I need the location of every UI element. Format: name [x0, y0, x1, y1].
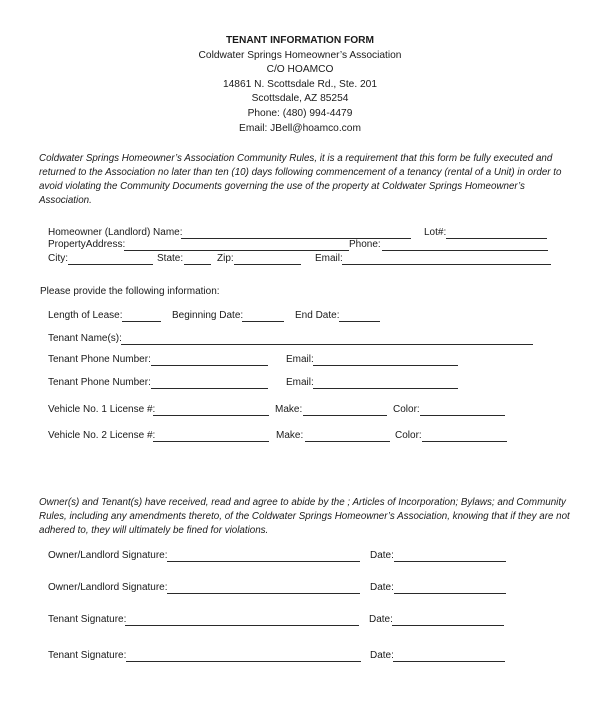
- tenant-signature-row-1: [0, 613, 600, 627]
- city-row: [0, 252, 600, 266]
- zip-field[interactable]: [234, 264, 301, 265]
- vehicle-1-make-label: Make:: [275, 404, 303, 415]
- city-label: City:: [48, 253, 68, 264]
- vehicle-2-license-label: Vehicle No. 2 License #:: [48, 430, 156, 441]
- owner-signature-2-label: Owner/Landlord Signature:: [48, 582, 168, 593]
- beginning-date-label: Beginning Date:: [172, 310, 244, 321]
- tenant-signature-2-label: Tenant Signature:: [48, 650, 127, 661]
- vehicle-2-color-field[interactable]: [422, 441, 507, 442]
- tenant-phone-1-label: Tenant Phone Number:: [48, 354, 151, 365]
- vehicle-1-row: [0, 403, 600, 417]
- zip-label: Zip:: [217, 253, 234, 264]
- tenant-signature-row-2: [0, 649, 600, 663]
- tenant-phone-1-field[interactable]: [151, 365, 268, 366]
- tenant-date-2-label: Date:: [370, 650, 394, 661]
- vehicle-1-license-label: Vehicle No. 1 License #:: [48, 404, 156, 415]
- tenant-names-field[interactable]: [121, 344, 533, 345]
- tenant-phone-2-field[interactable]: [151, 388, 268, 389]
- owner-email-field[interactable]: [342, 264, 551, 265]
- lease-length-field[interactable]: [122, 321, 161, 322]
- info-prompt: Please provide the following information:: [40, 286, 220, 297]
- form-header: [0, 34, 600, 136]
- intro-paragraph: Coldwater Springs Homeowner’s Association Community Rules, it is a requirement that this form be fully executed and returned to the Association no later than ten (10) days following commencement of a tenancy (rental of a Unit) in order to avoid violating the Community Documents governing the use of the property at Coldwater Springs Homeowner’s Association.: [39, 153, 562, 206]
- city-state-zip: Scottsdale, AZ 85254: [251, 93, 349, 105]
- end-date-field[interactable]: [339, 321, 380, 322]
- owner-name-label: Homeowner (Landlord) Name:: [48, 227, 183, 238]
- tenant-phone-row-1: [0, 353, 600, 367]
- acknowledgement-paragraph: Owner(s) and Tenant(s) have received, read and agree to abide by the ; Articles of Incorporation; Bylaws; and Community Rules, including any amendments thereto, of the Coldwater Springs Homeowner’s Association, knowing that if they are not adhered to, they will ultimately be fined for violations.: [39, 497, 570, 536]
- tenant-email-1-label: Email:: [286, 354, 314, 365]
- owner-email-label: Email:: [315, 253, 343, 264]
- street-address: 14861 N. Scottsdale Rd., Ste. 201: [222, 78, 378, 90]
- owner-signature-row-2: [0, 581, 600, 595]
- state-field[interactable]: [184, 264, 211, 265]
- city-field[interactable]: [68, 264, 153, 265]
- state-label: State:: [157, 253, 184, 264]
- contact-email: Email: JBell@hoamco.com: [239, 122, 361, 134]
- lease-length-label: Length of Lease:: [48, 310, 123, 321]
- owner-signature-row-1: [0, 549, 600, 563]
- owner-signature-1-field[interactable]: [167, 561, 360, 562]
- owner-phone-field[interactable]: [382, 250, 548, 251]
- vehicle-1-color-field[interactable]: [420, 415, 505, 416]
- contact-phone: Phone: (480) 994-4479: [247, 107, 353, 119]
- tenant-names-label: Tenant Name(s):: [48, 333, 122, 344]
- owner-signature-1-label: Owner/Landlord Signature:: [48, 550, 168, 561]
- tenant-signature-1-field[interactable]: [125, 625, 359, 626]
- tenant-names-row: [0, 332, 600, 346]
- tenant-phone-row-2: [0, 376, 600, 390]
- vehicle-1-make-field[interactable]: [303, 415, 387, 416]
- tenant-signature-2-field[interactable]: [126, 661, 361, 662]
- form-title: TENANT INFORMATION FORM: [225, 35, 375, 46]
- care-of: C/O HOAMCO: [266, 64, 334, 76]
- vehicle-1-color-label: Color:: [393, 404, 420, 415]
- owner-date-1-field[interactable]: [394, 561, 506, 562]
- tenant-date-2-field[interactable]: [393, 661, 505, 662]
- vehicle-1-license-field[interactable]: [153, 415, 269, 416]
- tenant-date-1-field[interactable]: [392, 625, 504, 626]
- owner-date-2-label: Date:: [370, 582, 394, 593]
- owner-date-2-field[interactable]: [394, 593, 506, 594]
- property-address-label: PropertyAddress:: [48, 239, 126, 250]
- vehicle-2-color-label: Color:: [395, 430, 422, 441]
- tenant-email-2-label: Email:: [286, 377, 314, 388]
- lease-row: [0, 309, 600, 323]
- tenant-signature-1-label: Tenant Signature:: [48, 614, 127, 625]
- tenant-phone-2-label: Tenant Phone Number:: [48, 377, 151, 388]
- vehicle-2-make-field[interactable]: [305, 441, 390, 442]
- owner-signature-2-field[interactable]: [167, 593, 360, 594]
- property-address-field[interactable]: [124, 250, 349, 251]
- vehicle-2-row: [0, 429, 600, 443]
- beginning-date-field[interactable]: [242, 321, 284, 322]
- end-date-label: End Date:: [295, 310, 340, 321]
- tenant-email-2-field[interactable]: [313, 388, 458, 389]
- tenant-date-1-label: Date:: [369, 614, 393, 625]
- property-address-row: [0, 238, 600, 252]
- vehicle-2-make-label: Make:: [276, 430, 304, 441]
- tenant-email-1-field[interactable]: [313, 365, 458, 366]
- association-name: Coldwater Springs Homeowner’s Association: [198, 49, 402, 61]
- owner-phone-label: Phone:: [349, 239, 381, 250]
- lot-label: Lot#:: [424, 227, 447, 238]
- owner-date-1-label: Date:: [370, 550, 394, 561]
- vehicle-2-license-field[interactable]: [153, 441, 269, 442]
